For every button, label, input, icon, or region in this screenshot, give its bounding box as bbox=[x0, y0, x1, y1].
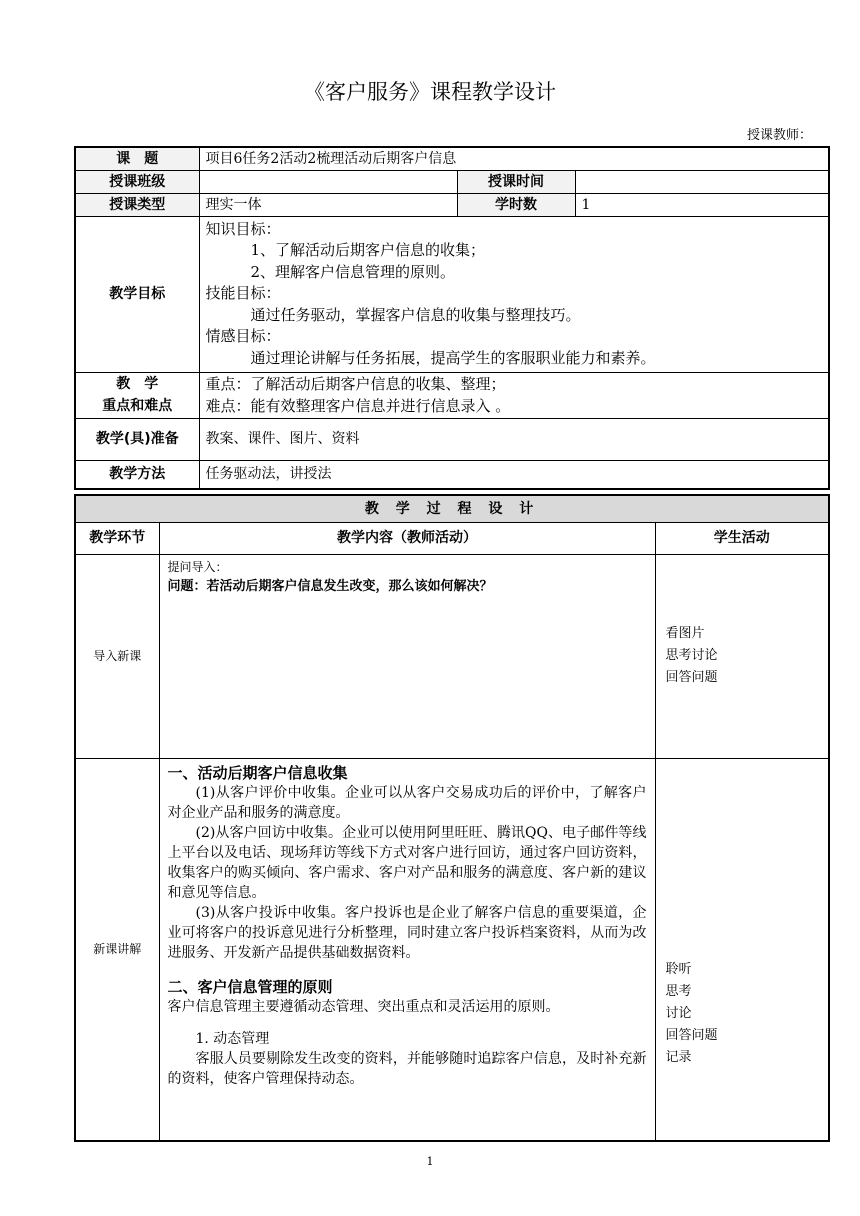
difficult-point: 难点：能有效整理客户信息并进行信息录入 。 bbox=[205, 397, 511, 415]
intro-lead: 提问导入： bbox=[167, 559, 228, 574]
teaching-process-table bbox=[74, 494, 830, 1142]
time-value bbox=[575, 170, 829, 193]
student-activity-item: 回答问题 bbox=[665, 670, 718, 685]
method-label: 教学方法 bbox=[75, 460, 199, 489]
class-value bbox=[199, 170, 457, 193]
keypoints-label bbox=[75, 372, 199, 418]
time-label: 授课时间 bbox=[457, 170, 575, 193]
col-content-header: 教学内容（教师活动） bbox=[159, 522, 655, 554]
col-stage-header: 教学环节 bbox=[75, 522, 159, 554]
intro-question: 问题：若活动后期客户信息发生改变，那么该如何解决？ bbox=[167, 578, 493, 594]
student-activity-item: 聆听 bbox=[665, 961, 692, 977]
lesson-student-activity bbox=[655, 758, 829, 1141]
goals-cell bbox=[199, 216, 829, 372]
goals-line: 技能目标： bbox=[205, 284, 281, 302]
prep-value: 教案、课件、图片、资料 bbox=[199, 418, 829, 460]
class-label: 授课班级 bbox=[75, 170, 199, 193]
student-activity-item: 思考讨论 bbox=[665, 648, 718, 663]
page-number: 1 bbox=[426, 1155, 434, 1168]
stage-intro: 导入新课 bbox=[75, 554, 159, 758]
keypoints-cell bbox=[199, 372, 829, 418]
lesson-paragraph: 客户信息管理主要遵循动态管理、突出重点和灵活运用的原则。 bbox=[167, 998, 560, 1015]
method-value: 任务驱动法，讲授法 bbox=[199, 460, 829, 489]
page-title: 《客户服务》课程教学设计 bbox=[304, 80, 556, 104]
student-activity-item: 思考 bbox=[665, 983, 692, 999]
topic-value: 项目6任务2活动2梳理活动后期客户信息 bbox=[199, 147, 829, 170]
keypoints-label-1: 教 学 bbox=[116, 376, 159, 392]
type-label: 授课类型 bbox=[75, 193, 199, 216]
goals-line: 1、了解活动后期客户信息的收集； bbox=[250, 241, 486, 259]
student-activity-item: 回答问题 bbox=[665, 1027, 718, 1043]
teacher-label: 授课教师： bbox=[746, 128, 812, 143]
lesson-heading-2: 二、客户信息管理的原则 bbox=[167, 977, 333, 996]
lesson-paragraph: (3)从客户投诉中收集。客户投诉也是企业了解客户信息的重要渠道，企业可将客户的投诉意见进行分析整理，同时建立客户投诉档案资料，从而为改进服务、开发新产品提供基础数据资料。 bbox=[167, 904, 647, 961]
student-activity-item: 讨论 bbox=[665, 1005, 692, 1021]
hours-label: 学时数 bbox=[457, 193, 575, 216]
goals-label: 教学目标 bbox=[75, 216, 199, 372]
key-point: 重点：了解活动后期客户信息的收集、整理； bbox=[205, 375, 506, 393]
intro-content bbox=[159, 554, 655, 758]
goals-line: 通过理论讲解与任务拓展，提高学生的客服职业能力和素养。 bbox=[250, 348, 656, 367]
lesson-paragraph: (1)从客户评价中收集。企业可以从客户交易成功后的评价中，了解客户对企业产品和服务的满意度。 bbox=[167, 784, 647, 821]
goals-line: 情感目标： bbox=[205, 327, 281, 345]
lesson-heading-1: 一、活动后期客户信息收集 bbox=[167, 763, 348, 782]
lesson-heading-3: 1. 动态管理 bbox=[195, 1030, 270, 1047]
prep-label: 教学(具)准备 bbox=[75, 418, 199, 460]
lesson-content bbox=[159, 758, 655, 1141]
hours-value: 1 bbox=[575, 193, 829, 216]
lesson-paragraph: (2)从客户回访中收集。企业可以使用阿里旺旺、腾讯QQ、电子邮件等线上平台以及电话、现场拜访等线下方式对客户进行回访，通过客户回访资料，收集客户的购买倾向、客户需求、客户对产品和服务的满意度、客户新的建议和意见等信息。 bbox=[167, 824, 647, 901]
student-activity-item: 记录 bbox=[665, 1049, 692, 1065]
student-activity-item: 看图片 bbox=[665, 626, 705, 641]
goals-line: 2、理解客户信息管理的原则。 bbox=[250, 262, 456, 281]
topic-label: 课 题 bbox=[75, 147, 199, 170]
intro-student-activity bbox=[655, 554, 829, 758]
lesson-paragraph: 客服人员要剔除发生改变的资料，并能够随时追踪客户信息，及时补充新的资料，使客户管理保持动态。 bbox=[167, 1050, 647, 1087]
col-student-header: 学生活动 bbox=[655, 522, 829, 554]
goals-line: 知识目标： bbox=[205, 219, 281, 238]
course-info-table bbox=[74, 146, 830, 490]
keypoints-label-2: 重点和难点 bbox=[102, 398, 173, 414]
process-banner: 教 学 过 程 设 计 bbox=[75, 495, 829, 522]
type-value: 理实一体 bbox=[199, 193, 457, 216]
goals-line: 通过任务驱动，掌握客户信息的收集与整理技巧。 bbox=[250, 305, 581, 324]
stage-new-lesson: 新课讲解 bbox=[75, 758, 159, 1141]
